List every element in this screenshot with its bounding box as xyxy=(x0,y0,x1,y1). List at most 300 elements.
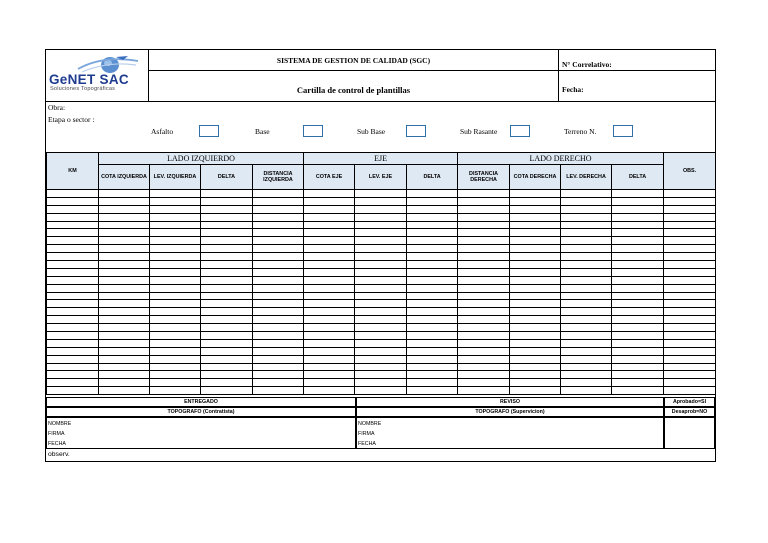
table-cell[interactable] xyxy=(612,221,664,229)
table-cell[interactable] xyxy=(458,197,510,205)
table-cell[interactable] xyxy=(612,205,664,213)
table-cell[interactable] xyxy=(253,387,304,395)
table-cell[interactable] xyxy=(99,245,150,253)
table-cell[interactable] xyxy=(407,308,458,316)
table-cell[interactable] xyxy=(407,332,458,340)
table-cell[interactable] xyxy=(458,284,510,292)
table-cell[interactable] xyxy=(407,229,458,237)
table-cell[interactable] xyxy=(150,387,201,395)
table-cell[interactable] xyxy=(253,213,304,221)
table-cell[interactable] xyxy=(304,347,355,355)
table-cell[interactable] xyxy=(510,324,561,332)
table-cell[interactable] xyxy=(304,261,355,269)
table-cell[interactable] xyxy=(150,245,201,253)
table-cell[interactable] xyxy=(253,316,304,324)
table-cell[interactable] xyxy=(664,221,716,229)
table-cell[interactable] xyxy=(510,316,561,324)
correlativo-field[interactable]: N° Correlativo: xyxy=(559,50,715,71)
table-cell[interactable] xyxy=(304,253,355,261)
table-cell[interactable] xyxy=(47,237,99,245)
table-cell[interactable] xyxy=(458,292,510,300)
table-cell[interactable] xyxy=(253,284,304,292)
terreno-checkbox[interactable] xyxy=(613,125,633,137)
table-cell[interactable] xyxy=(304,379,355,387)
table-cell[interactable] xyxy=(99,253,150,261)
table-cell[interactable] xyxy=(150,237,201,245)
table-cell[interactable] xyxy=(47,387,99,395)
table-cell[interactable] xyxy=(99,347,150,355)
table-cell[interactable] xyxy=(99,371,150,379)
table-cell[interactable] xyxy=(201,190,253,198)
table-cell[interactable] xyxy=(458,213,510,221)
table-cell[interactable] xyxy=(201,324,253,332)
table-cell[interactable] xyxy=(47,197,99,205)
table-cell[interactable] xyxy=(304,308,355,316)
table-cell[interactable] xyxy=(47,316,99,324)
table-cell[interactable] xyxy=(304,276,355,284)
table-cell[interactable] xyxy=(355,237,407,245)
table-cell[interactable] xyxy=(612,229,664,237)
table-cell[interactable] xyxy=(458,205,510,213)
table-cell[interactable] xyxy=(201,387,253,395)
table-cell[interactable] xyxy=(561,245,612,253)
table-cell[interactable] xyxy=(150,213,201,221)
table-cell[interactable] xyxy=(150,221,201,229)
table-cell[interactable] xyxy=(304,213,355,221)
table-cell[interactable] xyxy=(304,339,355,347)
table-cell[interactable] xyxy=(47,339,99,347)
table-cell[interactable] xyxy=(407,347,458,355)
table-cell[interactable] xyxy=(304,284,355,292)
table-cell[interactable] xyxy=(304,221,355,229)
table-cell[interactable] xyxy=(150,332,201,340)
table-cell[interactable] xyxy=(150,371,201,379)
table-cell[interactable] xyxy=(612,237,664,245)
table-cell[interactable] xyxy=(561,300,612,308)
table-cell[interactable] xyxy=(561,190,612,198)
table-cell[interactable] xyxy=(99,292,150,300)
table-cell[interactable] xyxy=(407,284,458,292)
table-cell[interactable] xyxy=(355,190,407,198)
table-cell[interactable] xyxy=(201,292,253,300)
table-cell[interactable] xyxy=(99,300,150,308)
table-cell[interactable] xyxy=(253,205,304,213)
table-cell[interactable] xyxy=(510,261,561,269)
table-cell[interactable] xyxy=(253,197,304,205)
table-cell[interactable] xyxy=(561,229,612,237)
table-cell[interactable] xyxy=(201,371,253,379)
table-cell[interactable] xyxy=(304,245,355,253)
table-cell[interactable] xyxy=(150,347,201,355)
table-cell[interactable] xyxy=(407,221,458,229)
table-cell[interactable] xyxy=(355,284,407,292)
table-cell[interactable] xyxy=(561,276,612,284)
table-cell[interactable] xyxy=(150,229,201,237)
table-cell[interactable] xyxy=(47,324,99,332)
table-cell[interactable] xyxy=(201,379,253,387)
table-cell[interactable] xyxy=(510,213,561,221)
table-cell[interactable] xyxy=(99,205,150,213)
table-cell[interactable] xyxy=(99,379,150,387)
table-cell[interactable] xyxy=(664,205,716,213)
table-cell[interactable] xyxy=(510,347,561,355)
table-cell[interactable] xyxy=(47,213,99,221)
table-cell[interactable] xyxy=(355,332,407,340)
table-cell[interactable] xyxy=(201,221,253,229)
table-cell[interactable] xyxy=(612,190,664,198)
table-cell[interactable] xyxy=(201,308,253,316)
table-cell[interactable] xyxy=(47,253,99,261)
table-cell[interactable] xyxy=(510,268,561,276)
table-cell[interactable] xyxy=(355,379,407,387)
table-cell[interactable] xyxy=(355,221,407,229)
table-cell[interactable] xyxy=(664,237,716,245)
table-cell[interactable] xyxy=(150,324,201,332)
table-cell[interactable] xyxy=(458,387,510,395)
table-cell[interactable] xyxy=(561,205,612,213)
table-cell[interactable] xyxy=(407,268,458,276)
table-cell[interactable] xyxy=(47,347,99,355)
table-cell[interactable] xyxy=(458,332,510,340)
table-cell[interactable] xyxy=(407,237,458,245)
table-cell[interactable] xyxy=(664,268,716,276)
table-cell[interactable] xyxy=(612,300,664,308)
table-cell[interactable] xyxy=(612,197,664,205)
table-cell[interactable] xyxy=(99,221,150,229)
table-cell[interactable] xyxy=(664,324,716,332)
table-cell[interactable] xyxy=(355,308,407,316)
base-checkbox[interactable] xyxy=(303,125,323,137)
table-cell[interactable] xyxy=(47,300,99,308)
table-cell[interactable] xyxy=(458,379,510,387)
table-cell[interactable] xyxy=(304,324,355,332)
table-cell[interactable] xyxy=(355,261,407,269)
table-cell[interactable] xyxy=(407,213,458,221)
table-cell[interactable] xyxy=(561,213,612,221)
table-cell[interactable] xyxy=(99,229,150,237)
table-cell[interactable] xyxy=(664,276,716,284)
table-cell[interactable] xyxy=(407,245,458,253)
sub-rasante-checkbox[interactable] xyxy=(510,125,530,137)
table-cell[interactable] xyxy=(253,237,304,245)
table-cell[interactable] xyxy=(612,261,664,269)
table-cell[interactable] xyxy=(99,213,150,221)
table-cell[interactable] xyxy=(47,221,99,229)
table-cell[interactable] xyxy=(612,276,664,284)
table-cell[interactable] xyxy=(458,245,510,253)
table-cell[interactable] xyxy=(201,300,253,308)
table-cell[interactable] xyxy=(47,379,99,387)
table-cell[interactable] xyxy=(304,363,355,371)
table-cell[interactable] xyxy=(47,371,99,379)
table-cell[interactable] xyxy=(355,276,407,284)
table-cell[interactable] xyxy=(201,332,253,340)
table-cell[interactable] xyxy=(458,261,510,269)
table-cell[interactable] xyxy=(201,229,253,237)
table-cell[interactable] xyxy=(47,284,99,292)
table-cell[interactable] xyxy=(664,363,716,371)
table-cell[interactable] xyxy=(355,213,407,221)
table-cell[interactable] xyxy=(304,292,355,300)
table-cell[interactable] xyxy=(304,355,355,363)
table-cell[interactable] xyxy=(99,355,150,363)
table-cell[interactable] xyxy=(355,339,407,347)
table-cell[interactable] xyxy=(561,332,612,340)
table-cell[interactable] xyxy=(561,261,612,269)
table-cell[interactable] xyxy=(150,339,201,347)
table-cell[interactable] xyxy=(253,363,304,371)
table-cell[interactable] xyxy=(458,324,510,332)
table-cell[interactable] xyxy=(510,245,561,253)
table-cell[interactable] xyxy=(355,197,407,205)
table-cell[interactable] xyxy=(150,276,201,284)
table-cell[interactable] xyxy=(612,292,664,300)
table-cell[interactable] xyxy=(201,245,253,253)
table-cell[interactable] xyxy=(561,284,612,292)
table-cell[interactable] xyxy=(510,379,561,387)
table-cell[interactable] xyxy=(47,245,99,253)
table-cell[interactable] xyxy=(407,387,458,395)
table-cell[interactable] xyxy=(510,205,561,213)
table-cell[interactable] xyxy=(407,316,458,324)
table-cell[interactable] xyxy=(407,324,458,332)
table-cell[interactable] xyxy=(253,253,304,261)
table-cell[interactable] xyxy=(253,379,304,387)
table-cell[interactable] xyxy=(355,253,407,261)
table-cell[interactable] xyxy=(355,387,407,395)
table-cell[interactable] xyxy=(612,316,664,324)
table-cell[interactable] xyxy=(253,261,304,269)
table-cell[interactable] xyxy=(458,347,510,355)
table-cell[interactable] xyxy=(47,268,99,276)
table-cell[interactable] xyxy=(561,387,612,395)
table-cell[interactable] xyxy=(407,205,458,213)
table-cell[interactable] xyxy=(355,355,407,363)
table-cell[interactable] xyxy=(561,253,612,261)
table-cell[interactable] xyxy=(99,324,150,332)
table-cell[interactable] xyxy=(561,237,612,245)
table-cell[interactable] xyxy=(612,347,664,355)
table-cell[interactable] xyxy=(407,197,458,205)
table-cell[interactable] xyxy=(510,284,561,292)
table-cell[interactable] xyxy=(201,268,253,276)
table-cell[interactable] xyxy=(201,316,253,324)
table-cell[interactable] xyxy=(664,355,716,363)
table-cell[interactable] xyxy=(150,190,201,198)
table-cell[interactable] xyxy=(612,339,664,347)
table-cell[interactable] xyxy=(458,363,510,371)
table-cell[interactable] xyxy=(612,268,664,276)
table-cell[interactable] xyxy=(150,284,201,292)
table-cell[interactable] xyxy=(201,197,253,205)
table-cell[interactable] xyxy=(664,300,716,308)
table-cell[interactable] xyxy=(664,245,716,253)
table-cell[interactable] xyxy=(201,237,253,245)
table-cell[interactable] xyxy=(561,324,612,332)
table-cell[interactable] xyxy=(510,292,561,300)
table-cell[interactable] xyxy=(304,229,355,237)
table-cell[interactable] xyxy=(664,332,716,340)
asfalto-checkbox[interactable] xyxy=(199,125,219,137)
table-cell[interactable] xyxy=(355,300,407,308)
table-cell[interactable] xyxy=(458,300,510,308)
table-cell[interactable] xyxy=(561,292,612,300)
table-cell[interactable] xyxy=(355,245,407,253)
table-cell[interactable] xyxy=(355,268,407,276)
table-cell[interactable] xyxy=(304,197,355,205)
table-cell[interactable] xyxy=(47,276,99,284)
table-cell[interactable] xyxy=(664,387,716,395)
table-cell[interactable] xyxy=(458,339,510,347)
table-cell[interactable] xyxy=(664,316,716,324)
table-cell[interactable] xyxy=(47,292,99,300)
table-cell[interactable] xyxy=(99,276,150,284)
table-cell[interactable] xyxy=(304,316,355,324)
table-cell[interactable] xyxy=(304,190,355,198)
table-cell[interactable] xyxy=(664,371,716,379)
table-cell[interactable] xyxy=(150,205,201,213)
table-cell[interactable] xyxy=(150,355,201,363)
table-cell[interactable] xyxy=(664,292,716,300)
table-cell[interactable] xyxy=(150,292,201,300)
table-cell[interactable] xyxy=(99,197,150,205)
table-cell[interactable] xyxy=(201,347,253,355)
table-cell[interactable] xyxy=(612,355,664,363)
table-cell[interactable] xyxy=(510,253,561,261)
table-cell[interactable] xyxy=(664,253,716,261)
table-cell[interactable] xyxy=(47,229,99,237)
table-cell[interactable] xyxy=(150,268,201,276)
table-cell[interactable] xyxy=(304,300,355,308)
table-cell[interactable] xyxy=(253,221,304,229)
table-cell[interactable] xyxy=(664,229,716,237)
table-cell[interactable] xyxy=(47,363,99,371)
table-cell[interactable] xyxy=(458,316,510,324)
table-cell[interactable] xyxy=(407,355,458,363)
table-cell[interactable] xyxy=(510,332,561,340)
table-cell[interactable] xyxy=(201,205,253,213)
table-cell[interactable] xyxy=(407,371,458,379)
table-cell[interactable] xyxy=(201,276,253,284)
table-cell[interactable] xyxy=(355,363,407,371)
table-cell[interactable] xyxy=(355,229,407,237)
table-cell[interactable] xyxy=(99,363,150,371)
table-cell[interactable] xyxy=(510,197,561,205)
table-cell[interactable] xyxy=(458,253,510,261)
table-cell[interactable] xyxy=(253,355,304,363)
table-cell[interactable] xyxy=(304,237,355,245)
table-cell[interactable] xyxy=(253,276,304,284)
table-cell[interactable] xyxy=(150,261,201,269)
table-cell[interactable] xyxy=(510,363,561,371)
table-cell[interactable] xyxy=(458,371,510,379)
table-cell[interactable] xyxy=(458,221,510,229)
table-cell[interactable] xyxy=(664,347,716,355)
table-cell[interactable] xyxy=(355,316,407,324)
table-cell[interactable] xyxy=(664,197,716,205)
table-cell[interactable] xyxy=(664,339,716,347)
table-cell[interactable] xyxy=(458,355,510,363)
table-cell[interactable] xyxy=(150,300,201,308)
table-cell[interactable] xyxy=(664,190,716,198)
table-cell[interactable] xyxy=(510,190,561,198)
table-cell[interactable] xyxy=(612,213,664,221)
table-cell[interactable] xyxy=(561,347,612,355)
table-cell[interactable] xyxy=(150,379,201,387)
table-cell[interactable] xyxy=(510,371,561,379)
table-cell[interactable] xyxy=(47,332,99,340)
table-cell[interactable] xyxy=(253,229,304,237)
table-cell[interactable] xyxy=(407,292,458,300)
table-cell[interactable] xyxy=(407,363,458,371)
contratista-signature-box[interactable] xyxy=(46,417,356,449)
table-cell[interactable] xyxy=(304,205,355,213)
table-cell[interactable] xyxy=(99,261,150,269)
table-cell[interactable] xyxy=(510,229,561,237)
table-cell[interactable] xyxy=(47,308,99,316)
table-cell[interactable] xyxy=(99,190,150,198)
table-cell[interactable] xyxy=(201,363,253,371)
table-cell[interactable] xyxy=(664,379,716,387)
table-cell[interactable] xyxy=(458,237,510,245)
table-cell[interactable] xyxy=(561,379,612,387)
table-cell[interactable] xyxy=(612,253,664,261)
table-cell[interactable] xyxy=(407,276,458,284)
table-cell[interactable] xyxy=(458,268,510,276)
table-cell[interactable] xyxy=(201,253,253,261)
table-cell[interactable] xyxy=(510,339,561,347)
table-cell[interactable] xyxy=(99,237,150,245)
table-cell[interactable] xyxy=(201,284,253,292)
approval-box[interactable] xyxy=(664,417,715,449)
table-cell[interactable] xyxy=(612,284,664,292)
table-cell[interactable] xyxy=(304,371,355,379)
table-cell[interactable] xyxy=(664,308,716,316)
table-cell[interactable] xyxy=(201,213,253,221)
supervision-signature-box[interactable] xyxy=(356,417,664,449)
table-cell[interactable] xyxy=(510,308,561,316)
table-cell[interactable] xyxy=(99,268,150,276)
table-cell[interactable] xyxy=(612,308,664,316)
table-cell[interactable] xyxy=(355,324,407,332)
table-cell[interactable] xyxy=(407,379,458,387)
table-cell[interactable] xyxy=(561,371,612,379)
table-cell[interactable] xyxy=(253,347,304,355)
table-cell[interactable] xyxy=(458,190,510,198)
table-cell[interactable] xyxy=(510,300,561,308)
table-cell[interactable] xyxy=(561,197,612,205)
table-cell[interactable] xyxy=(664,284,716,292)
table-cell[interactable] xyxy=(612,332,664,340)
table-cell[interactable] xyxy=(253,300,304,308)
table-cell[interactable] xyxy=(561,316,612,324)
table-cell[interactable] xyxy=(510,276,561,284)
table-cell[interactable] xyxy=(612,371,664,379)
table-cell[interactable] xyxy=(407,253,458,261)
table-cell[interactable] xyxy=(407,300,458,308)
table-cell[interactable] xyxy=(612,324,664,332)
table-cell[interactable] xyxy=(201,339,253,347)
table-cell[interactable] xyxy=(407,261,458,269)
table-cell[interactable] xyxy=(561,355,612,363)
table-cell[interactable] xyxy=(99,316,150,324)
table-cell[interactable] xyxy=(253,245,304,253)
table-cell[interactable] xyxy=(253,292,304,300)
table-cell[interactable] xyxy=(458,229,510,237)
table-cell[interactable] xyxy=(150,253,201,261)
table-cell[interactable] xyxy=(664,261,716,269)
table-cell[interactable] xyxy=(612,387,664,395)
